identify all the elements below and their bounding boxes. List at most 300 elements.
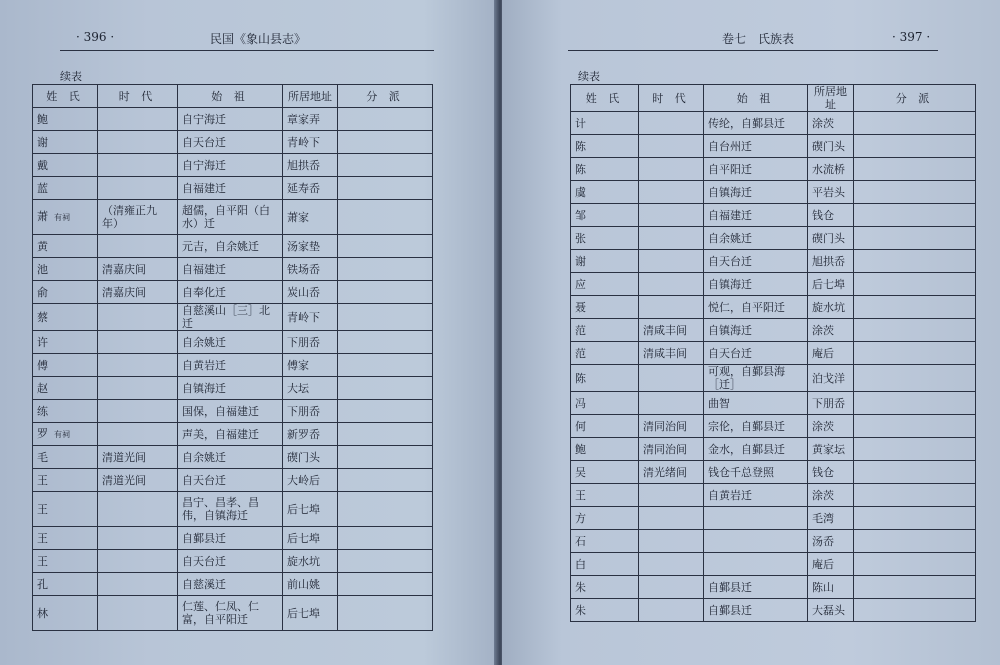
era-cell: 清咸丰间 xyxy=(639,319,704,342)
table-row xyxy=(571,530,976,553)
surname-cell xyxy=(571,365,639,392)
table-row xyxy=(33,281,433,304)
table-row xyxy=(571,181,976,204)
address-cell: 傅家 xyxy=(283,354,338,377)
branch-cell xyxy=(338,596,433,631)
era-cell xyxy=(98,573,178,596)
surname-text: 范 xyxy=(575,346,586,360)
branch-cell xyxy=(854,112,976,135)
table-row xyxy=(571,204,976,227)
surname-cell xyxy=(33,331,98,354)
branch-cell xyxy=(338,423,433,446)
surname-cell xyxy=(571,181,639,204)
surname-cell xyxy=(571,158,639,181)
branch-cell xyxy=(854,250,976,273)
left-page-number: · 396 · xyxy=(76,30,115,44)
era-cell xyxy=(639,507,704,530)
branch-cell xyxy=(338,131,433,154)
surname-text: 何 xyxy=(575,419,586,433)
surname-cell xyxy=(33,573,98,596)
table-row xyxy=(571,415,976,438)
surname-cell xyxy=(33,258,98,281)
ancestor-cell: 自天台迁 xyxy=(178,469,283,492)
era-cell xyxy=(639,204,704,227)
surname-text: 邹 xyxy=(575,208,586,222)
ancestor-cell: 宗伦，自鄞县迁 xyxy=(704,415,808,438)
table-row xyxy=(571,484,976,507)
surname-cell xyxy=(33,200,98,235)
ancestor-cell: 自镇海迁 xyxy=(178,377,283,400)
era-cell xyxy=(98,154,178,177)
branch-cell xyxy=(854,392,976,415)
table-row xyxy=(33,527,433,550)
ancestor-cell: 自鄞县迁 xyxy=(704,599,808,622)
table-row xyxy=(571,319,976,342)
table-row xyxy=(571,438,976,461)
surname-text: 吴 xyxy=(575,465,586,479)
surname-text: 计 xyxy=(575,116,586,130)
branch-cell xyxy=(338,108,433,131)
surname-text: 萧 xyxy=(37,210,48,223)
table-row xyxy=(33,446,433,469)
address-cell: 黄家坛 xyxy=(808,438,854,461)
col-era: 时 代 xyxy=(98,85,178,108)
branch-cell xyxy=(854,576,976,599)
branch-cell xyxy=(854,484,976,507)
era-cell xyxy=(639,553,704,576)
surname-cell xyxy=(33,400,98,423)
ancestor-cell: 自鄞县迁 xyxy=(704,576,808,599)
table-row xyxy=(571,135,976,158)
ancestor-cell: 自慈溪山［三］北迁 xyxy=(178,304,283,331)
table-row xyxy=(33,573,433,596)
table-row xyxy=(33,331,433,354)
era-cell xyxy=(98,527,178,550)
table-row xyxy=(33,550,433,573)
surname-cell xyxy=(33,377,98,400)
address-cell: 碶门头 xyxy=(808,227,854,250)
table-row xyxy=(33,377,433,400)
era-cell xyxy=(98,377,178,400)
branch-cell xyxy=(854,158,976,181)
surname-cell xyxy=(571,415,639,438)
address-cell: 前山姚 xyxy=(283,573,338,596)
branch-cell xyxy=(338,354,433,377)
surname-cell xyxy=(571,530,639,553)
branch-cell xyxy=(338,200,433,235)
header-rule xyxy=(60,50,434,51)
ancestor-cell xyxy=(704,530,808,553)
era-cell xyxy=(98,108,178,131)
ancestor-cell: 自天台迁 xyxy=(178,550,283,573)
surname-text: 石 xyxy=(575,534,586,548)
era-cell xyxy=(639,181,704,204)
branch-cell xyxy=(338,258,433,281)
surname-cell xyxy=(571,507,639,530)
branch-cell xyxy=(854,553,976,576)
surname-cell xyxy=(571,576,639,599)
surname-text: 王 xyxy=(575,488,586,502)
ancestor-cell: 昌宁、昌孝、昌伟，自镇海迁 xyxy=(178,492,283,527)
surname-text: 练 xyxy=(37,404,48,418)
branch-cell xyxy=(854,342,976,365)
surname-cell xyxy=(571,461,639,484)
surname-text: 许 xyxy=(37,335,48,349)
table-row xyxy=(571,158,976,181)
era-cell xyxy=(98,400,178,423)
address-cell: 青岭下 xyxy=(283,304,338,331)
table-row xyxy=(571,576,976,599)
ancestor-cell: 金水，自鄞县迁 xyxy=(704,438,808,461)
address-cell: 庵后 xyxy=(808,553,854,576)
branch-cell xyxy=(854,273,976,296)
era-cell: 清道光间 xyxy=(98,469,178,492)
era-cell xyxy=(639,576,704,599)
era-cell xyxy=(98,550,178,573)
clan-table-left xyxy=(32,84,433,631)
surname-text: 范 xyxy=(575,323,586,337)
table-row xyxy=(33,235,433,258)
surname-cell xyxy=(33,235,98,258)
surname-cell xyxy=(571,227,639,250)
era-cell xyxy=(639,296,704,319)
surname-cell xyxy=(33,177,98,200)
ancestor-cell: 声美，自福建迁 xyxy=(178,423,283,446)
branch-cell xyxy=(854,415,976,438)
ancestor-cell: 自天台迁 xyxy=(704,250,808,273)
col-address: 所居地址 xyxy=(808,85,854,112)
address-cell: 平岩头 xyxy=(808,181,854,204)
ancestor-cell: 超儒，自平阳（白水）迁 xyxy=(178,200,283,235)
era-cell xyxy=(639,273,704,296)
address-cell: 下朋岙 xyxy=(808,392,854,415)
surname-text: 陈 xyxy=(575,162,586,176)
address-cell: 旋水坑 xyxy=(283,550,338,573)
era-cell: 清嘉庆间 xyxy=(98,258,178,281)
era-cell xyxy=(98,354,178,377)
era-cell xyxy=(639,227,704,250)
surname-cell xyxy=(571,296,639,319)
era-cell xyxy=(98,131,178,154)
era-cell: 清咸丰间 xyxy=(639,342,704,365)
branch-cell xyxy=(854,530,976,553)
surname-text: 俞 xyxy=(37,285,48,299)
branch-cell xyxy=(854,227,976,250)
surname-cell xyxy=(33,423,98,446)
ancestor-cell: 自天台迁 xyxy=(178,131,283,154)
era-cell: （清雍正九年） xyxy=(98,200,178,235)
table-row xyxy=(571,461,976,484)
branch-cell xyxy=(854,204,976,227)
address-cell: 大磊头 xyxy=(808,599,854,622)
table-row xyxy=(571,599,976,622)
surname-text: 孔 xyxy=(37,577,48,591)
address-cell: 章家弄 xyxy=(283,108,338,131)
surname-text: 陈 xyxy=(575,371,586,385)
branch-cell xyxy=(338,281,433,304)
surname-text: 谢 xyxy=(37,135,48,149)
address-cell: 旭拱岙 xyxy=(283,154,338,177)
ancestor-cell: 自平阳迁 xyxy=(704,158,808,181)
surname-text: 王 xyxy=(37,531,48,545)
surname-text: 冯 xyxy=(575,396,586,410)
era-cell xyxy=(639,158,704,181)
surname-cell xyxy=(571,392,639,415)
table-row xyxy=(33,423,433,446)
era-cell xyxy=(98,235,178,258)
ancestor-cell: 钱仓千总登照 xyxy=(704,461,808,484)
surname-text: 方 xyxy=(575,511,586,525)
surname-text: 赵 xyxy=(37,381,48,395)
branch-cell xyxy=(338,235,433,258)
table-row xyxy=(571,227,976,250)
branch-cell xyxy=(338,154,433,177)
table-header-row xyxy=(33,85,433,108)
address-cell: 水流桥 xyxy=(808,158,854,181)
surname-cell xyxy=(33,281,98,304)
address-cell: 涂茨 xyxy=(808,415,854,438)
surname-text: 聂 xyxy=(575,300,586,314)
col-ancestor: 始 祖 xyxy=(178,85,283,108)
table-row xyxy=(33,469,433,492)
table-header-row xyxy=(571,85,976,112)
branch-cell xyxy=(338,550,433,573)
era-cell xyxy=(98,304,178,331)
address-cell: 汤家垫 xyxy=(283,235,338,258)
era-cell xyxy=(98,596,178,631)
branch-cell xyxy=(854,135,976,158)
table-row xyxy=(571,342,976,365)
branch-cell xyxy=(338,469,433,492)
era-cell xyxy=(639,135,704,158)
clan-table-right xyxy=(570,84,976,622)
address-cell: 碶门头 xyxy=(283,446,338,469)
ancestor-cell: 自宁海迁 xyxy=(178,108,283,131)
address-cell: 涂茨 xyxy=(808,484,854,507)
surname-cell xyxy=(571,319,639,342)
ancestor-cell: 国保，自福建迁 xyxy=(178,400,283,423)
address-cell: 延寿岙 xyxy=(283,177,338,200)
era-cell xyxy=(639,250,704,273)
era-cell xyxy=(639,392,704,415)
address-cell: 碶门头 xyxy=(808,135,854,158)
surname-cell xyxy=(33,492,98,527)
address-cell: 毛湾 xyxy=(808,507,854,530)
ancestor-cell: 自鄞县迁 xyxy=(178,527,283,550)
ancestor-cell: 自福建迁 xyxy=(178,258,283,281)
surname-cell xyxy=(33,304,98,331)
table-row xyxy=(33,177,433,200)
ancestor-cell: 传纶，自鄞县迁 xyxy=(704,112,808,135)
ancestor-cell: 曲智 xyxy=(704,392,808,415)
surname-cell xyxy=(33,469,98,492)
col-surname: 姓 氏 xyxy=(571,85,639,112)
right-page-number: · 397 · xyxy=(892,30,931,44)
era-cell xyxy=(639,530,704,553)
surname-text: 朱 xyxy=(575,580,586,594)
branch-cell xyxy=(854,365,976,392)
era-cell: 清道光间 xyxy=(98,446,178,469)
branch-cell xyxy=(854,599,976,622)
era-cell xyxy=(639,112,704,135)
surname-cell xyxy=(33,131,98,154)
address-cell: 大坛 xyxy=(283,377,338,400)
era-cell: 清光绪间 xyxy=(639,461,704,484)
col-surname: 姓 氏 xyxy=(33,85,98,108)
address-cell: 庵后 xyxy=(808,342,854,365)
ancestor-cell: 自台州迁 xyxy=(704,135,808,158)
ancestor-cell: 仁莲、仁凤、仁富，自平阳迁 xyxy=(178,596,283,631)
era-cell xyxy=(98,331,178,354)
branch-cell xyxy=(338,573,433,596)
surname-cell xyxy=(571,204,639,227)
branch-cell xyxy=(854,461,976,484)
surname-text: 林 xyxy=(37,606,48,620)
address-cell: 青岭下 xyxy=(283,131,338,154)
surname-text: 鲍 xyxy=(37,112,48,126)
era-cell: 清同治间 xyxy=(639,415,704,438)
table-row xyxy=(33,596,433,631)
address-cell: 旭拱岙 xyxy=(808,250,854,273)
surname-cell xyxy=(571,342,639,365)
table-row xyxy=(33,492,433,527)
surname-text: 罗 xyxy=(37,427,48,440)
surname-text: 王 xyxy=(37,502,48,516)
surname-text: 虞 xyxy=(575,185,586,199)
surname-cell xyxy=(33,550,98,573)
ancestor-cell: 自宁海迁 xyxy=(178,154,283,177)
surname-text: 蓝 xyxy=(37,181,48,195)
table-row xyxy=(33,400,433,423)
table-row xyxy=(571,553,976,576)
left-page xyxy=(0,0,498,665)
table-row xyxy=(571,273,976,296)
surname-text: 蔡 xyxy=(37,310,48,324)
ancestral-hall-note: 有祠 xyxy=(54,430,70,439)
surname-text: 池 xyxy=(37,262,48,276)
branch-cell xyxy=(338,304,433,331)
address-cell: 铁场岙 xyxy=(283,258,338,281)
surname-cell xyxy=(571,484,639,507)
surname-cell xyxy=(33,154,98,177)
address-cell: 泊戈洋 xyxy=(808,365,854,392)
col-ancestor: 始 祖 xyxy=(704,85,808,112)
address-cell: 旋水坑 xyxy=(808,296,854,319)
header-rule xyxy=(568,50,938,51)
branch-cell xyxy=(854,507,976,530)
address-cell: 陈山 xyxy=(808,576,854,599)
era-cell: 清嘉庆间 xyxy=(98,281,178,304)
era-cell xyxy=(639,484,704,507)
surname-cell xyxy=(571,438,639,461)
surname-cell xyxy=(571,250,639,273)
branch-cell xyxy=(854,438,976,461)
ancestor-cell: 自余姚迁 xyxy=(704,227,808,250)
surname-text: 鲍 xyxy=(575,442,586,456)
branch-cell xyxy=(338,400,433,423)
ancestor-cell: 自福建迁 xyxy=(178,177,283,200)
surname-cell xyxy=(571,135,639,158)
address-cell: 下朋岙 xyxy=(283,331,338,354)
address-cell: 萧家 xyxy=(283,200,338,235)
table-row xyxy=(33,154,433,177)
ancestor-cell: 自福建迁 xyxy=(704,204,808,227)
ancestor-cell: 自奉化迁 xyxy=(178,281,283,304)
surname-cell xyxy=(33,446,98,469)
table-row xyxy=(33,304,433,331)
branch-cell xyxy=(338,177,433,200)
col-era: 时 代 xyxy=(639,85,704,112)
address-cell: 下朋岙 xyxy=(283,400,338,423)
branch-cell xyxy=(338,527,433,550)
table-row xyxy=(571,296,976,319)
chapter-title: 卷七 氏族表 xyxy=(722,32,795,46)
surname-text: 陈 xyxy=(575,139,586,153)
address-cell: 大岭后 xyxy=(283,469,338,492)
surname-text: 毛 xyxy=(37,450,48,464)
era-cell xyxy=(98,177,178,200)
table-row xyxy=(571,112,976,135)
address-cell: 后七埠 xyxy=(283,596,338,631)
ancestor-cell: 悦仁，自平阳迁 xyxy=(704,296,808,319)
continued-label: 续表 xyxy=(60,70,82,83)
ancestor-cell: 元吉，自余姚迁 xyxy=(178,235,283,258)
ancestor-cell: 自余姚迁 xyxy=(178,331,283,354)
book-title: 民国《象山县志》 xyxy=(210,32,307,46)
surname-text: 戴 xyxy=(37,158,48,172)
surname-cell xyxy=(571,273,639,296)
ancestor-cell: 自镇海迁 xyxy=(704,181,808,204)
surname-cell xyxy=(33,354,98,377)
branch-cell xyxy=(854,181,976,204)
ancestor-cell: 自余姚迁 xyxy=(178,446,283,469)
surname-text: 王 xyxy=(37,554,48,568)
address-cell: 后七埠 xyxy=(283,527,338,550)
surname-text: 应 xyxy=(575,277,586,291)
surname-text: 白 xyxy=(575,557,586,571)
surname-cell xyxy=(571,553,639,576)
right-page xyxy=(502,0,1000,665)
surname-cell xyxy=(33,596,98,631)
branch-cell xyxy=(338,377,433,400)
branch-cell xyxy=(854,319,976,342)
branch-cell xyxy=(338,331,433,354)
era-cell xyxy=(639,365,704,392)
table-row xyxy=(33,200,433,235)
table-row xyxy=(571,365,976,392)
surname-cell xyxy=(33,527,98,550)
table-row xyxy=(571,507,976,530)
table-row xyxy=(33,258,433,281)
era-cell xyxy=(98,492,178,527)
ancestral-hall-note: 有祠 xyxy=(54,213,70,222)
table-row xyxy=(571,392,976,415)
ancestor-cell xyxy=(704,553,808,576)
surname-text: 张 xyxy=(575,231,586,245)
ancestor-cell: 自黄岩迁 xyxy=(704,484,808,507)
address-cell: 涂茨 xyxy=(808,112,854,135)
table-row xyxy=(33,131,433,154)
address-cell: 钱仓 xyxy=(808,204,854,227)
ancestor-cell: 可观，自鄞县海［迁］ xyxy=(704,365,808,392)
ancestor-cell: 自黄岩迁 xyxy=(178,354,283,377)
ancestor-cell: 自天台迁 xyxy=(704,342,808,365)
era-cell xyxy=(98,423,178,446)
address-cell: 炭山岙 xyxy=(283,281,338,304)
col-branch: 分 派 xyxy=(854,85,976,112)
ancestor-cell: 自慈溪迁 xyxy=(178,573,283,596)
surname-text: 谢 xyxy=(575,254,586,268)
